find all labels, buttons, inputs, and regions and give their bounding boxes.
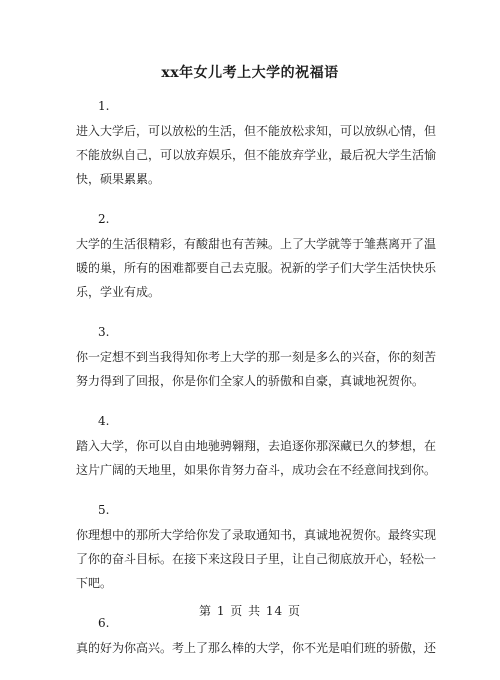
paragraph-line: 你理想中的那所大学给你发了录取通知书，真诚地祝贺你。最终实现 — [76, 528, 437, 542]
paragraph-line: 快，硕果累累。 — [76, 172, 161, 186]
document-body — [76, 98, 437, 680]
paragraph-line: 真的好为你高兴。考上了那么棒的大学，你不光是咱们班的骄傲，还 — [76, 641, 437, 655]
section-number: 4. — [98, 414, 110, 428]
paragraph-line: 这片广阔的天地里，如果你肯努力奋斗，成功会在不经意间找到你。 — [76, 463, 437, 477]
paragraph-line: 下吧。 — [76, 576, 113, 590]
paragraph-line: 暖的巢，所有的困难都要自己去克服。祝新的学子们大学生活快快乐 — [76, 261, 437, 275]
page-footer: 第 1 页 共 14 页 — [199, 604, 301, 618]
document-title: xx年女儿考上大学的祝福语 — [161, 65, 339, 81]
blessing-section — [76, 324, 437, 393]
paragraph-line: 踏入大学，你可以自由地驰骋翱翔，去追逐你那深藏已久的梦想，在 — [76, 439, 437, 453]
paragraph-line: 进入大学后，可以放松的生活，但不能放松求知，可以放纵心情，但 — [76, 124, 437, 138]
paragraph-line: 不能放纵自己，可以放弃娱乐，但不能放弃学业，最后祝大学生活愉 — [76, 148, 437, 162]
section-number: 5. — [98, 503, 110, 517]
paragraph-line: 你一定想不到当我得知你考上大学的那一刻是多么的兴奋，你的刻苦 — [76, 350, 437, 364]
blessing-section — [76, 502, 437, 595]
paragraph-line: 了你的奋斗目标。在接下来这段日子里，让自己彻底放开心，轻松一 — [76, 552, 437, 566]
blessing-section — [76, 615, 437, 660]
paragraph-line: 大学的生活很精彩，有酸甜也有苦辣。上了大学就等于雏燕离开了温 — [76, 237, 437, 251]
blessing-section — [76, 413, 437, 482]
section-number: 3. — [98, 325, 110, 339]
paragraph-line: 乐，学业有成。 — [76, 285, 161, 299]
section-number: 6. — [98, 616, 110, 630]
paragraph-line: 努力得到了回报，你是你们全家人的骄傲和自豪，真诚地祝贺你。 — [76, 374, 425, 388]
section-number: 2. — [98, 212, 110, 226]
blessing-section — [76, 98, 437, 191]
blessing-section — [76, 211, 437, 304]
section-number: 1. — [98, 99, 110, 113]
